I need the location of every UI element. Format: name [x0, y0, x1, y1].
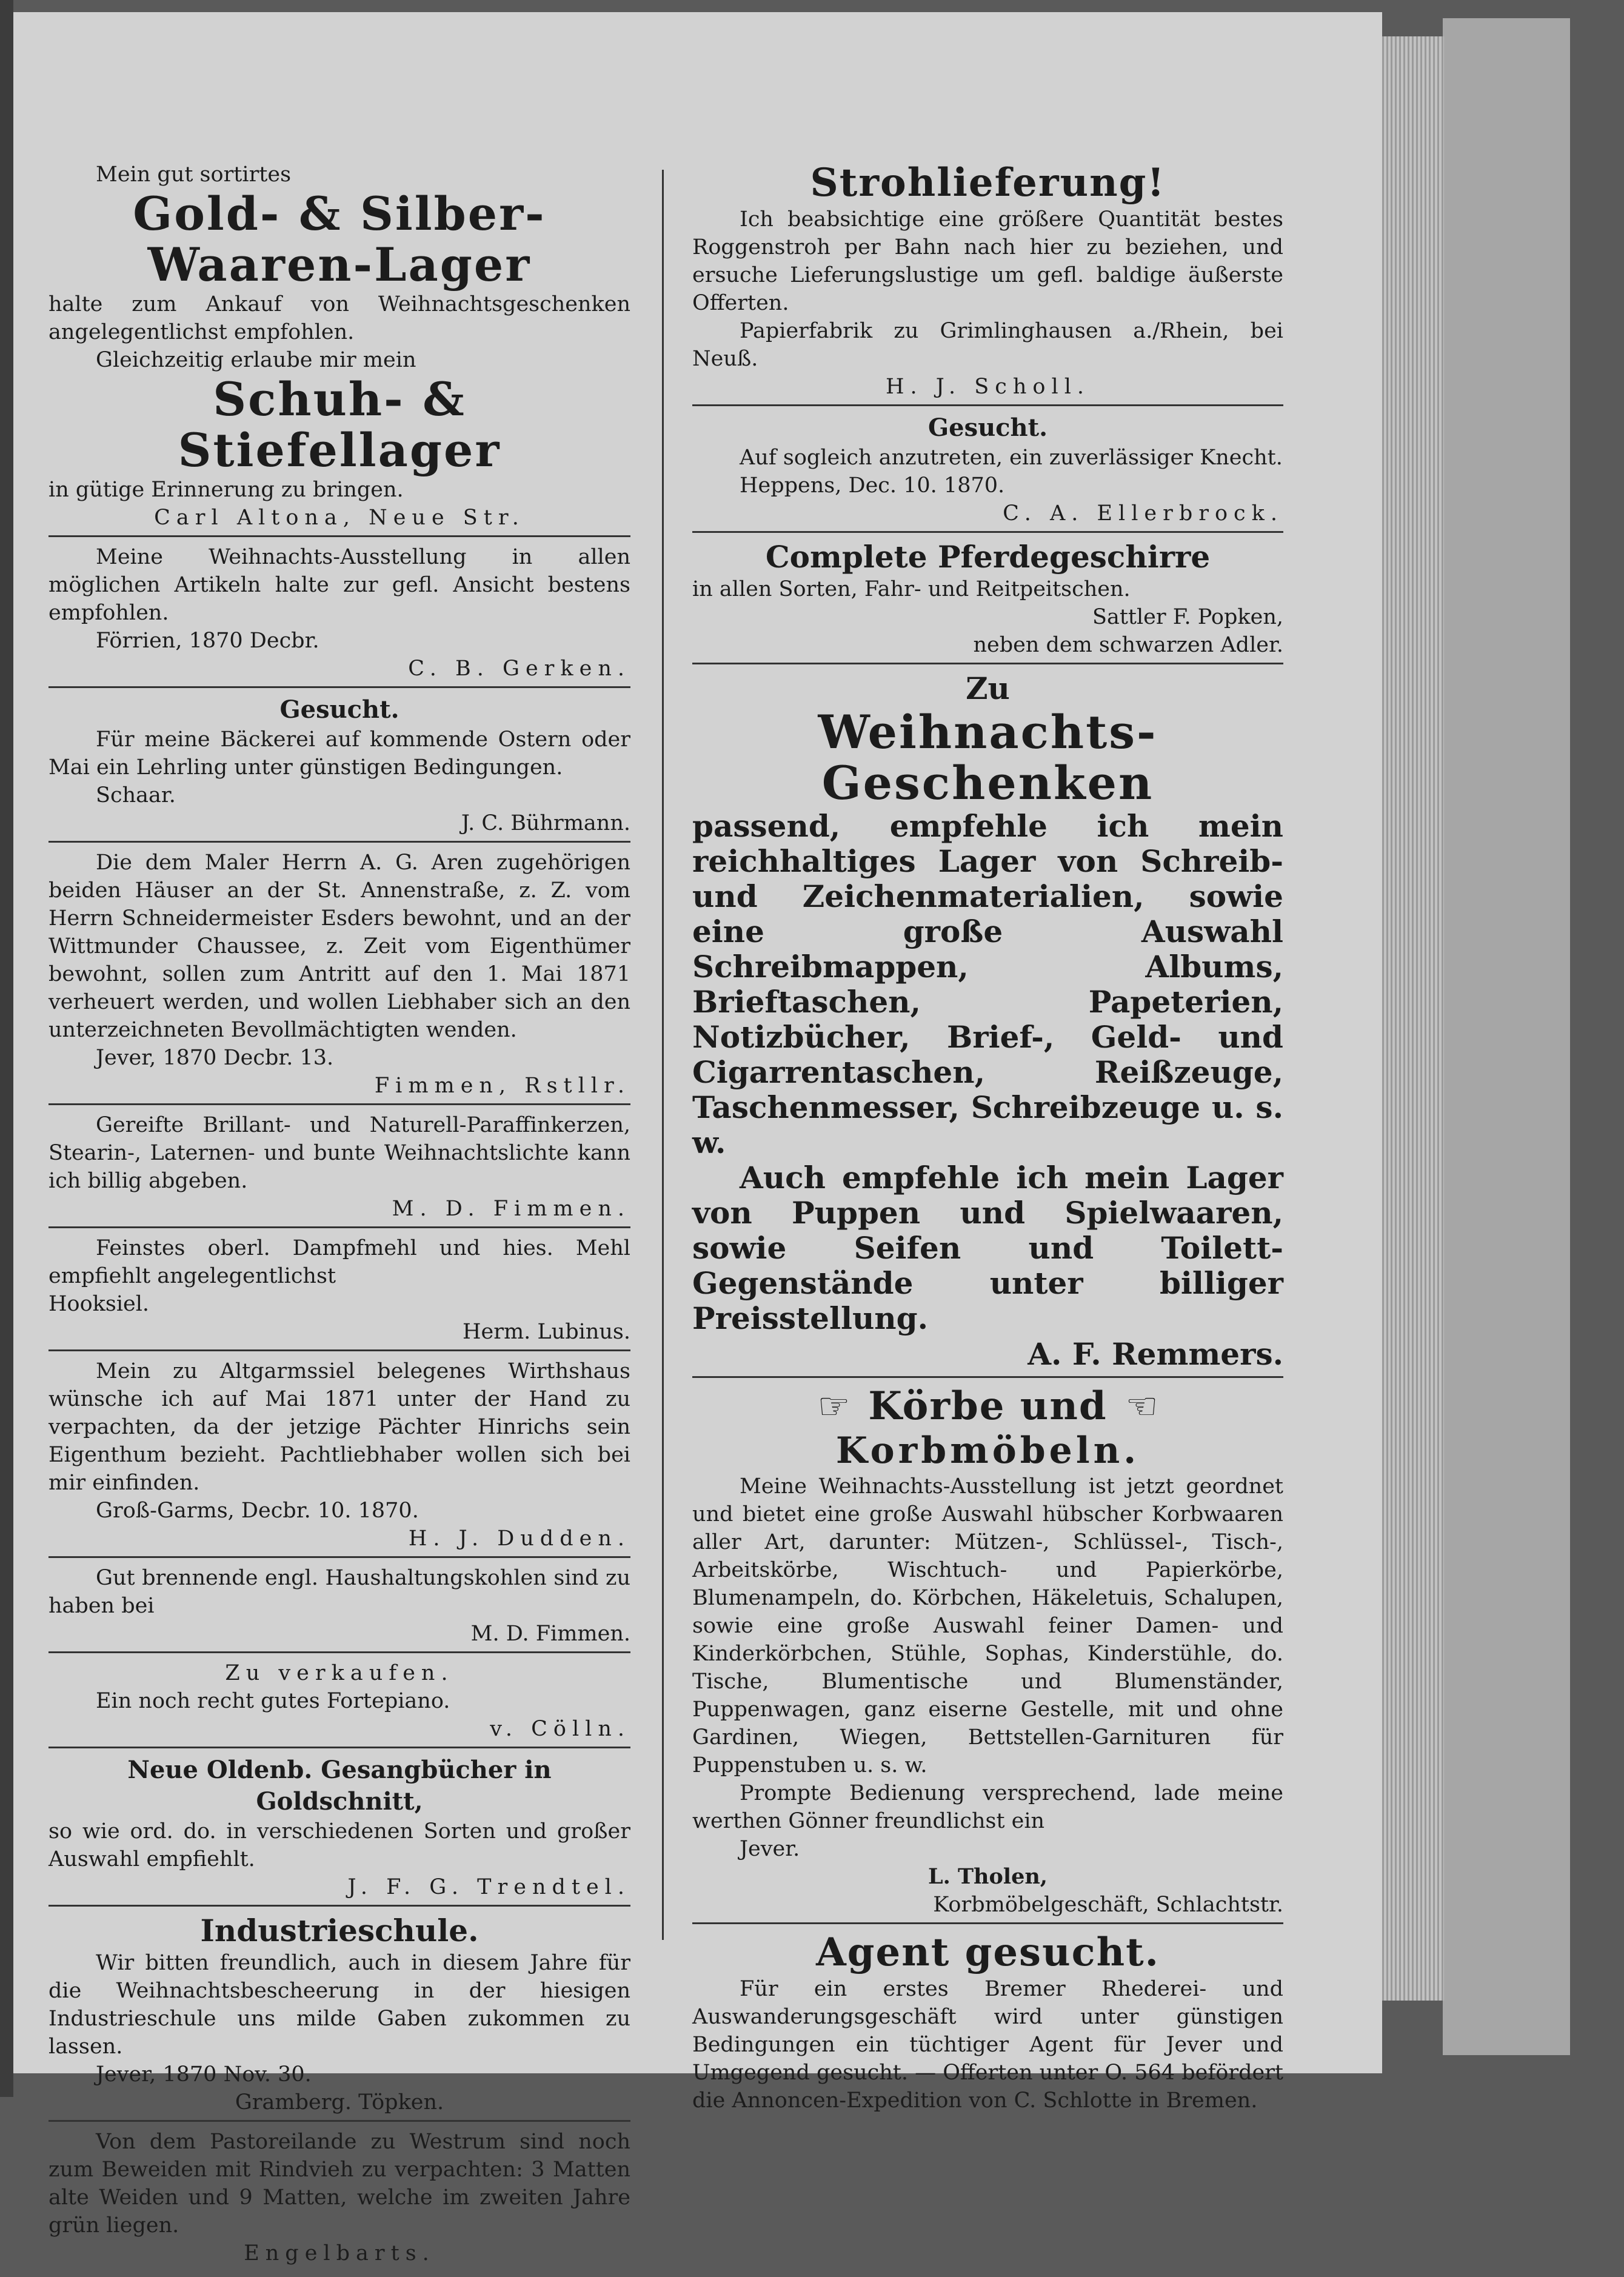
ad-signature: Herm. Lubinus. — [463, 1320, 630, 1344]
ad-body: Papierfabrik zu Grimlinghausen a./Rhein, bei Neuß. — [692, 319, 1283, 371]
weihnachts-geschenke-ad — [692, 670, 1283, 1378]
ad-heading: Körbe und — [868, 1383, 1108, 1429]
gesangbuch-ad — [48, 1754, 630, 1907]
wirthshaus-ad — [48, 1357, 630, 1558]
ad-signature: C. B. Gerken. — [408, 657, 630, 681]
ad-signature: Engelbarts. — [244, 2241, 435, 2265]
pointing-hand-right-icon: ☞ — [817, 1385, 850, 1428]
haeuser-ad — [48, 849, 630, 1105]
ad-body: Meine Weihnachts-Ausstellung ist jetzt geordnet und bietet eine große Auswahl hübscher Korbwaaren aller Art, darunter: Mützen-, Schlüssel-, Tisch-, Arbeitskörbe, Wischtuch- und Papierkörbe, Blumenampeln, do. Körbchen, Häkeletuis, Schalupen, sowie eine große Auswahl feiner Damen- und Kinderkörbchen, Stühle, Sophas, Kinderstühle, do. Tische, Blumentische und Blumenständer, Puppenwagen, ganz eiserne Gestelle, mit und ohne Gardinen, Wiegen, Bettstellen-Garnituren für Puppenstuben u. s. w. — [692, 1474, 1283, 1777]
ad-signature: Korbmöbelgeschäft, Schlachtstr. — [933, 1893, 1283, 1917]
ad-body: Für meine Bäckerei auf kommende Ostern oder Mai ein Lehrling unter günstigen Bedingungen. — [48, 727, 630, 780]
ad-heading: Gesucht. — [279, 695, 399, 724]
ad-heading: Zu — [966, 670, 1010, 706]
column-divider — [662, 170, 664, 1940]
weihnachts-ausstellung-ad — [48, 543, 630, 688]
ad-body: Auf sogleich anzutreten, ein zuverlässiger Knecht. — [740, 446, 1283, 470]
ad-place: Heppens, Dec. 10. 1870. — [740, 473, 1005, 498]
gold-silber-ad — [48, 161, 630, 537]
ad-signature: J. C. Bührmann. — [461, 811, 630, 835]
ad-place: Jever, 1870 Decbr. 13. — [96, 1046, 334, 1070]
ad-title: Schuh- & Stiefellager — [178, 372, 501, 477]
ad-signature: Carl Altona, Neue Str. — [154, 506, 525, 530]
pastoreiland-ad — [48, 2128, 630, 2271]
ad-body: Prompte Bedienung versprechend, lade meine werthen Gönner freundlichst ein — [692, 1781, 1283, 1833]
kerzen-ad — [48, 1111, 630, 1228]
ad-signature: J. F. G. Trendtel. — [347, 1875, 630, 1899]
left-column — [48, 161, 630, 2277]
ad-heading: Agent gesucht. — [816, 1930, 1160, 1975]
ad-place: Jever, 1870 Nov. 30. — [96, 2062, 312, 2087]
ad-heading: Gesucht. — [927, 413, 1048, 442]
ad-body: passend, empfehle ich mein reichhaltiges Lager von Schreib- und Zeichenmaterialien, sowie eine große Auswahl Schreibmappen, Albums, Brieftaschen, Papeterien, Notizbücher, Brief-, Geld- und Cigarrentaschen, Reißzeuge, Taschenmesser, Schreibzeuge u. s. w. — [692, 808, 1283, 1160]
ad-signature: L. Tholen, — [927, 1864, 1048, 1889]
pferdegeschirre-ad — [692, 539, 1283, 664]
ad-body: Ein noch recht gutes Fortepiano. — [96, 1689, 450, 1713]
ad-signature: M. D. Fimmen. — [392, 1197, 630, 1221]
ad-body: Die dem Maler Herrn A. G. Aren zugehörigen beiden Häuser an der St. Annenstraße, z. Z. vom Herrn Schneidermeister Esders bewohnt, und an der Wittmunder Chaussee, z. Zeit vom Eigenthümer bewohnt, sollen zum Antritt auf den 1. Mai 1871 verheuert werden, und wollen Liebhaber sich an den unterzeichneten Bevollmächtigten wenden. — [48, 851, 630, 1042]
ad-signature: H. J. Scholl. — [885, 375, 1091, 399]
ad-place: Hooksiel. — [48, 1292, 150, 1316]
ad-body: in allen Sorten, Fahr- und Reitpeitschen. — [692, 577, 1131, 601]
knecht-ad — [692, 412, 1283, 533]
strohlieferung-ad — [692, 161, 1283, 406]
ad-body: Gut brennende engl. Haushaltungskohlen sind zu haben bei — [48, 1566, 630, 1618]
ad-signature: v. Cölln. — [490, 1717, 630, 1741]
ad-body: in gütige Erinnerung zu bringen. — [48, 478, 404, 502]
ad-body: Mein zu Altgarmssiel belegenes Wirthshaus wünsche ich auf Mai 1871 unter der Hand zu verpachten, da der jetzige Pächter Hinrichs sein Eigenthum bezieht. Pachtliebhaber wollen sich bei mir einfinden. — [48, 1359, 630, 1495]
ad-signature: Sattler F. Popken, — [1092, 605, 1283, 629]
ad-place: Förrien, 1870 Decbr. — [96, 629, 319, 653]
ad-heading: Goldschnitt, — [256, 1787, 423, 1816]
page-stack-edges — [1371, 36, 1444, 2001]
ad-body: Für ein erstes Bremer Rhederei- und Auswanderungsgeschäft wird unter günstigen Bedingungen ein tüchtiger Agent für Jever und Umgegend gesucht. — Offerten unter O. 564 befördert die Annoncen-Expedition von C. Schlotte in Bremen. — [692, 1977, 1283, 2113]
ad-place: Groß-Garms, Decbr. 10. 1870. — [96, 1499, 419, 1523]
ad-heading: Complete Pferdegeschirre — [765, 539, 1211, 575]
industrieschule-ad — [48, 1913, 630, 2122]
ad-body: halte zum Ankauf von Weihnachtsgeschenken angelegentlichst empfohlen. — [48, 292, 630, 344]
ad-title: Gold- & Silber- — [133, 187, 546, 241]
ad-body: Wir bitten freundlich, auch in diesem Jahre für die Weihnachtsbescheerung in der hiesigen Industrieschule uns milde Gaben zukommen zu lassen. — [48, 1951, 630, 2059]
ad-place: Schaar. — [96, 783, 176, 807]
pointing-hand-left-icon: ☜ — [1125, 1385, 1158, 1428]
ad-heading: Neue Oldenb. Gesangbücher in — [127, 1756, 552, 1784]
ad-signature: C. A. Ellerbrock. — [1003, 501, 1283, 526]
book-cover-edge — [1443, 18, 1570, 2055]
scan-left-edge — [0, 0, 13, 2097]
ad-signature: H. J. Dudden. — [408, 1526, 630, 1551]
ad-body: so wie ord. do. in verschiedenen Sorten und großer Auswahl empfiehlt. — [48, 1819, 630, 1871]
ad-body: Gereifte Brillant- und Naturell-Paraffinkerzen, Stearin-, Laternen- und bunte Weihnachtslichte kann ich billig abgeben. — [48, 1113, 630, 1193]
ad-body: Auch empfehle ich mein Lager von Puppen und Spielwaaren, sowie Seifen und Toilett-Gegenstände unter billiger Preisstellung. — [692, 1160, 1283, 1336]
koerbe-ad — [692, 1384, 1283, 1924]
ad-heading: Strohlieferung! — [810, 160, 1166, 206]
ad-body: Gleichzeitig erlaube mir mein — [96, 348, 416, 372]
ad-body: Ich beabsichtige eine größere Quantität bestes Roggenstroh per Bahn nach hier zu beziehen, und ersuche Lieferungslustige um gefl. baldige äußerste Offerten. — [692, 207, 1283, 315]
ad-body: Feinstes oberl. Dampfmehl und hies. Mehl empfiehlt angelegentlichst — [48, 1236, 630, 1288]
newspaper-page — [13, 12, 1382, 2265]
ad-heading: Zu verkaufen. — [225, 1661, 454, 1685]
fortepiano-ad — [48, 1659, 630, 1748]
ad-intro: Mein gut sortirtes — [96, 162, 292, 187]
right-column — [692, 161, 1283, 2124]
ad-heading: Korbmöbeln. — [835, 1429, 1140, 1472]
ad-heading: Weihnachts-Geschenken — [818, 705, 1158, 810]
ad-body: Von dem Pastoreilande zu Westrum sind noch zum Beweiden mit Rindvieh zu verpachten: 3 Matten alte Weiden und 9 Matten, welche im zweiten Jahre grün liegen. — [48, 2130, 630, 2238]
ad-signature: Fimmen, Rstllr. — [374, 1074, 630, 1098]
ad-place: Jever. — [740, 1837, 800, 1861]
agent-gesucht-ad — [692, 1930, 1283, 2118]
ad-body: Meine Weihnachts-Ausstellung in allen möglichen Artikeln halte zur gefl. Ansicht bestens empfohlen. — [48, 545, 630, 625]
kohlen-ad — [48, 1564, 630, 1653]
ad-signature: Gramberg. Töpken. — [235, 2090, 444, 2115]
mehl-ad — [48, 1234, 630, 1351]
ad-title: Waaren-Lager — [147, 238, 532, 292]
ad-heading-row — [692, 1384, 1283, 1429]
ad-signature: A. F. Remmers. — [1028, 1336, 1283, 1372]
ad-signature: M. D. Fimmen. — [470, 1622, 630, 1646]
ad-signature: neben dem schwarzen Adler. — [973, 633, 1283, 657]
baecker-lehrling-ad — [48, 694, 630, 843]
ad-heading: Industrieschule. — [200, 1913, 479, 1948]
